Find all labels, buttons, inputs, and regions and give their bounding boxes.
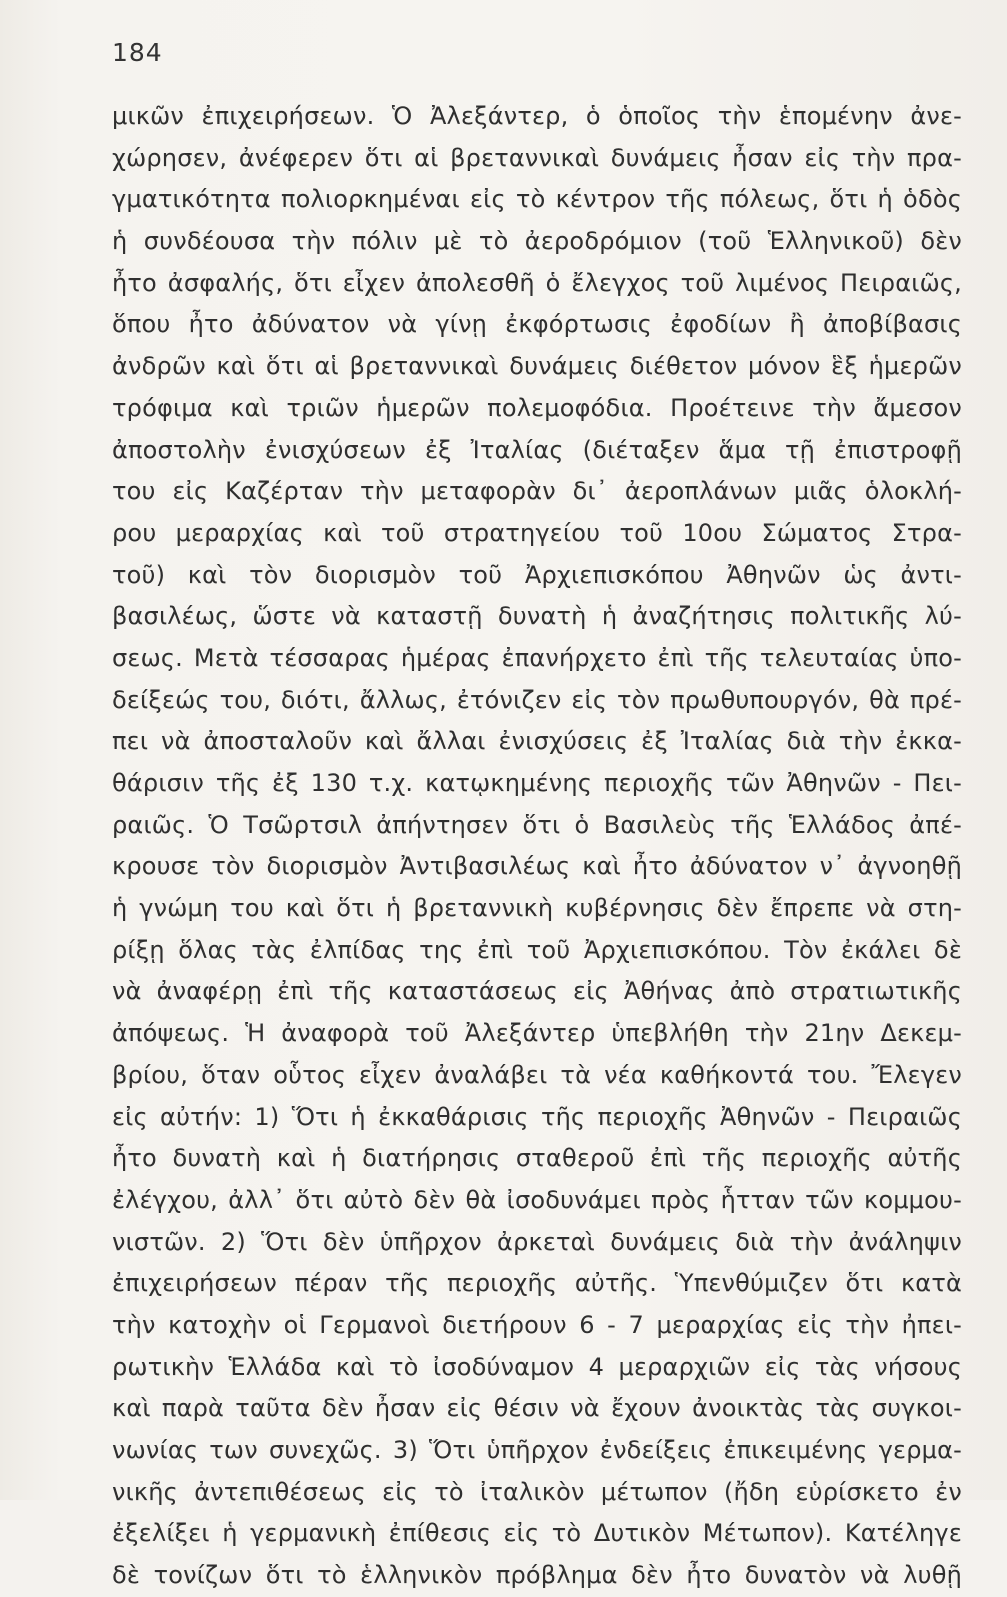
body-text [112,96,962,1597]
text-line: χώρησεν, ἀνέφερεν ὅτι αἱ βρεταννικαὶ δυνάμεις ἦσαν εἰς τὴν πρα- [112,143,962,172]
text-line: δείξεώς του, διότι, ἄλλως, ἐτόνιζεν εἰς τὸν πρωθυπουργόν, θὰ πρέ- [112,685,962,714]
text-line: δὲ τονίζων ὅτι τὸ ἑλληνικὸν πρόβλημα δὲν ἦτο δυνατὸν νὰ λυθῇ [112,1561,962,1590]
text-line: ἐλέγχου, ἀλλ᾽ ὅτι αὐτὸ δὲν θὰ ἰσοδυνάμει πρὸς ἧτταν τῶν κομμου- [112,1185,962,1214]
text-line: νὰ ἀναφέρῃ ἐπὶ τῆς καταστάσεως εἰς Ἀθήνας ἀπὸ στρατιωτικῆς [112,977,962,1006]
text-line: ἀνδρῶν καὶ ὅτι αἱ βρεταννικαὶ δυνάμεις διέθετον μόνον ἓξ ἡμερῶν [112,352,962,381]
text-line: ἀπόψεως. Ἡ ἀναφορὰ τοῦ Ἀλεξάντερ ὑπεβλήθη τὴν 21ην Δεκεμ- [112,1019,962,1048]
text-line: μικῶν ἐπιχειρήσεων. Ὁ Ἀλεξάντερ, ὁ ὁποῖος τὴν ἑπομένην ἀνε- [112,102,962,130]
text-line: ἀποστολὴν ἐνισχύσεων ἐξ Ἰταλίας (διέταξεν ἅμα τῇ ἐπιστροφῇ [112,435,962,464]
page-number: 184 [112,38,163,67]
text-line: νιστῶν. 2) Ὅτι δὲν ὑπῆρχον ἀρκεταὶ δυνάμεις διὰ τὴν ἀνάληψιν [112,1227,962,1256]
text-line: τὴν κατοχὴν οἱ Γερμανοὶ διετήρουν 6 - 7 μεραρχίας εἰς τὴν ἠπει- [112,1310,962,1339]
text-line: νωνίας των συνεχῶς. 3) Ὅτι ὑπῆρχον ἐνδείξεις ἐπικειμένης γερμα- [112,1436,962,1464]
text-line: βρίου, ὅταν οὗτος εἶχεν ἀναλάβει τὰ νέα καθήκοντά του. Ἔλεγεν [112,1060,962,1089]
text-line: ρου μεραρχίας καὶ τοῦ στρατηγείου τοῦ 10ου Σώματος Στρα- [112,518,962,547]
text-line: ρωτικὴν Ἑλλάδα καὶ τὸ ἰσοδύναμον 4 μεραρχιῶν εἰς τὰς νήσους [112,1352,962,1381]
text-line: του εἰς Καζέρταν τὴν μεταφορὰν δι᾽ ἀεροπλάνων μιᾶς ὁλοκλή- [112,477,962,506]
text-line: ἡ γνώμη του καὶ ὅτι ἡ βρεταννικὴ κυβέρνησις δὲν ἔπρεπε νὰ στη- [112,894,962,923]
text-line: σεως. Μετὰ τέσσαρας ἡμέρας ἐπανήρχετο ἐπὶ τῆς τελευταίας ὑπο- [112,643,962,672]
text-line: ἐπιχειρήσεων πέραν τῆς περιοχῆς αὐτῆς. Ὑπενθύμιζεν ὅτι κατὰ [112,1269,962,1298]
text-line: βασιλέως, ὥστε νὰ καταστῇ δυνατὴ ἡ ἀναζήτησις πολιτικῆς λύ- [112,602,962,631]
text-line: γματικότητα πολιορκημέναι εἰς τὸ κέντρον τῆς πόλεως, ὅτι ἡ ὁδὸς [112,185,962,214]
text-line: εἰς αὐτήν: 1) Ὅτι ἡ ἐκκαθάρισις τῆς περιοχῆς Ἀθηνῶν - Πειραιῶς [112,1102,962,1131]
text-line: πει νὰ ἀποσταλοῦν καὶ ἄλλαι ἐνισχύσεις ἐξ Ἰταλίας διὰ τὴν ἐκκα- [112,727,962,756]
text-line: ραιῶς. Ὁ Τσῶρτσιλ ἀπήντησεν ὅτι ὁ Βασιλεὺς τῆς Ἑλλάδος ἀπέ- [112,810,962,839]
text-line: ἦτο ἀσφαλής, ὅτι εἶχεν ἀπολεσθῆ ὁ ἔλεγχος τοῦ λιμένος Πειραιῶς, [112,268,962,297]
text-line: ἐξελίξει ἡ γερμανικὴ ἐπίθεσις εἰς τὸ Δυτικὸν Μέτωπον). Κατέληγε [112,1519,962,1548]
text-line: ἦτο δυνατὴ καὶ ἡ διατήρησις σταθεροῦ ἐπὶ τῆς περιοχῆς αὐτῆς [112,1144,962,1173]
text-line: ρίξῃ ὅλας τὰς ἐλπίδας της ἐπὶ τοῦ Ἀρχιεπισκόπου. Τὸν ἐκάλει δὲ [112,935,962,964]
text-line: θάρισιν τῆς ἐξ 130 τ.χ. κατῳκημένης περιοχῆς τῶν Ἀθηνῶν - Πει- [112,769,962,797]
text-line: τοῦ) καὶ τὸν διορισμὸν τοῦ Ἀρχιεπισκόπου Ἀθηνῶν ὡς ἀντι- [112,560,962,589]
text-line: ὅπου ἦτο ἀδύνατον νὰ γίνῃ ἐκφόρτωσις ἐφοδίων ἢ ἀποβίβασις [112,310,962,339]
text-line: ἡ συνδέουσα τὴν πόλιν μὲ τὸ ἀεροδρόμιον (τοῦ Ἑλληνικοῦ) δὲν [112,227,962,256]
text-line: κρουσε τὸν διορισμὸν Ἀντιβασιλέως καὶ ἦτο ἀδύνατον ν᾽ ἀγνοηθῇ [112,852,962,881]
text-line: καὶ παρὰ ταῦτα δὲν ἦσαν εἰς θέσιν νὰ ἔχουν ἀνοικτὰς τὰς συγκοι- [112,1394,962,1423]
text-line: τρόφιμα καὶ τριῶν ἡμερῶν πολεμοφόδια. Προέτεινε τὴν ἄμεσον [112,393,962,422]
text-line: νικῆς ἀντεπιθέσεως εἰς τὸ ἰταλικὸν μέτωπον (ἤδη εὑρίσκετο ἐν [112,1477,962,1506]
